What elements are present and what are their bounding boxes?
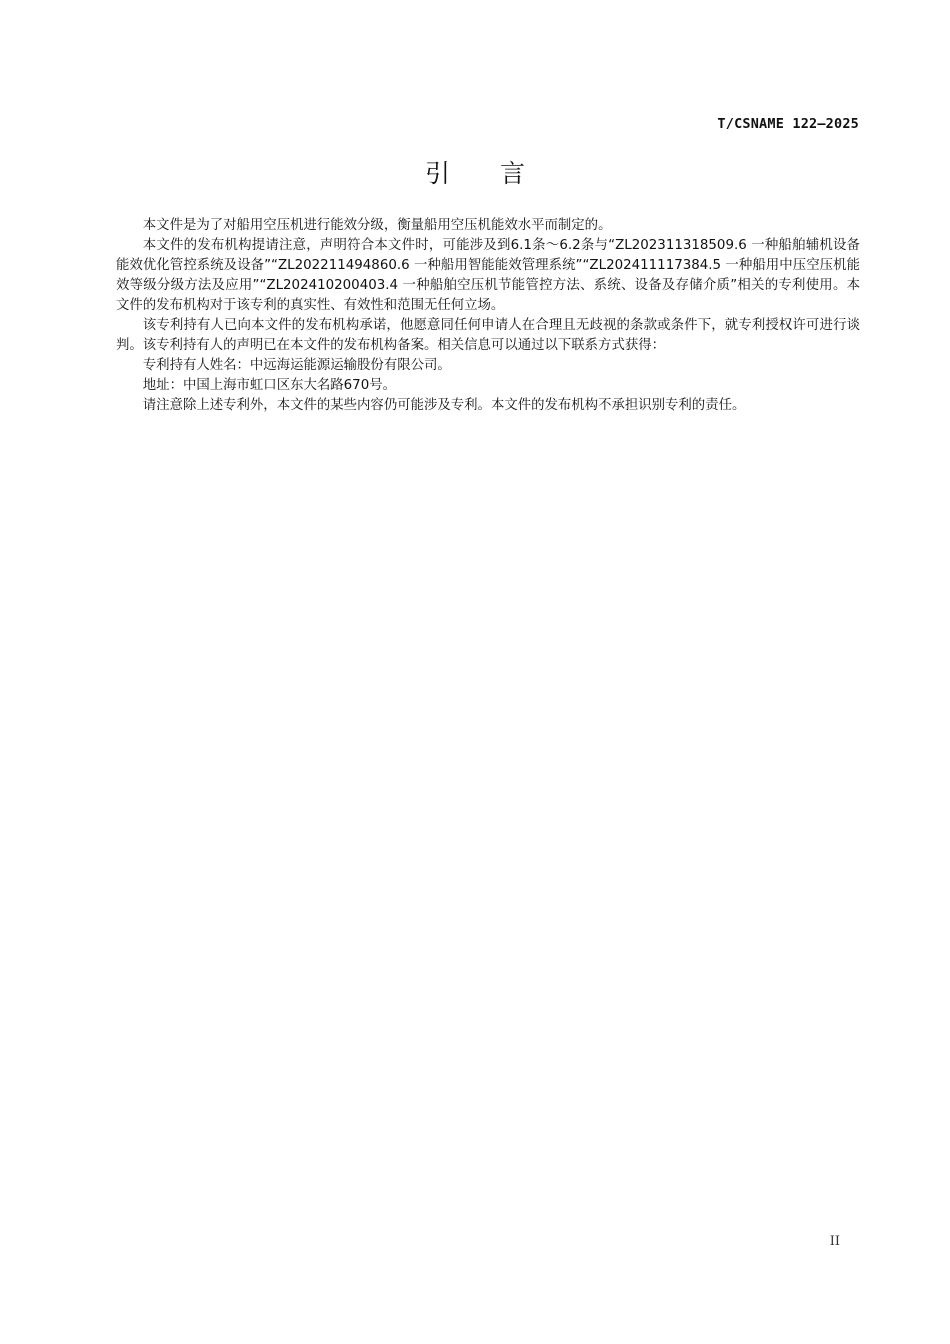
paragraph-patent-commitment: 该专利持有人已向本文件的发布机构承诺，他愿意同任何申请人在合理且无歧视的条款或条件下，就专利授权许可进行谈判。该专利持有人的声明已在本文件的发布机构备案。相关信息可以通过以下联系方式获得： [116, 318, 860, 353]
page-title [0, 154, 950, 190]
title-char-1: 引 [424, 159, 450, 188]
paragraph-address: 地址：中国上海市虹口区东大名路670号。 [142, 378, 396, 393]
paragraph-disclaimer: 请注意除上述专利外，本文件的某些内容仍可能涉及专利。本文件的发布机构不承担识别专利的责任。 [142, 398, 746, 413]
paragraph-patent-holder: 专利持有人姓名：中远海运能源运输股份有限公司。 [142, 358, 451, 373]
standard-code: T/CSNAME 122—2025 [717, 116, 859, 132]
title-char-2: 言 [500, 159, 526, 188]
paragraph-patent-notice: 本文件的发布机构提请注意，声明符合本文件时，可能涉及到6.1条～6.2条与“ZL202311318509.6 一种船舶辅机设备能效优化管控系统及设备”“ZL202211494860.6 一种船用智能能效管理系统”“ZL202411117384.5 一种船用中压空压机能效等级分级方法及应用”“ZL202410200403.4 一种船舶空压机节能管控方法、系统、设备及存储介质”相关的专利使用。本文件的发布机构对于该专利的真实性、有效性和范围无任何立场。 [116, 238, 860, 313]
page-number: II [829, 1234, 840, 1249]
paragraph-purpose: 本文件是为了对船用空压机进行能效分级，衡量船用空压机能效水平而制定的。 [142, 218, 612, 233]
introduction-body [116, 216, 860, 416]
